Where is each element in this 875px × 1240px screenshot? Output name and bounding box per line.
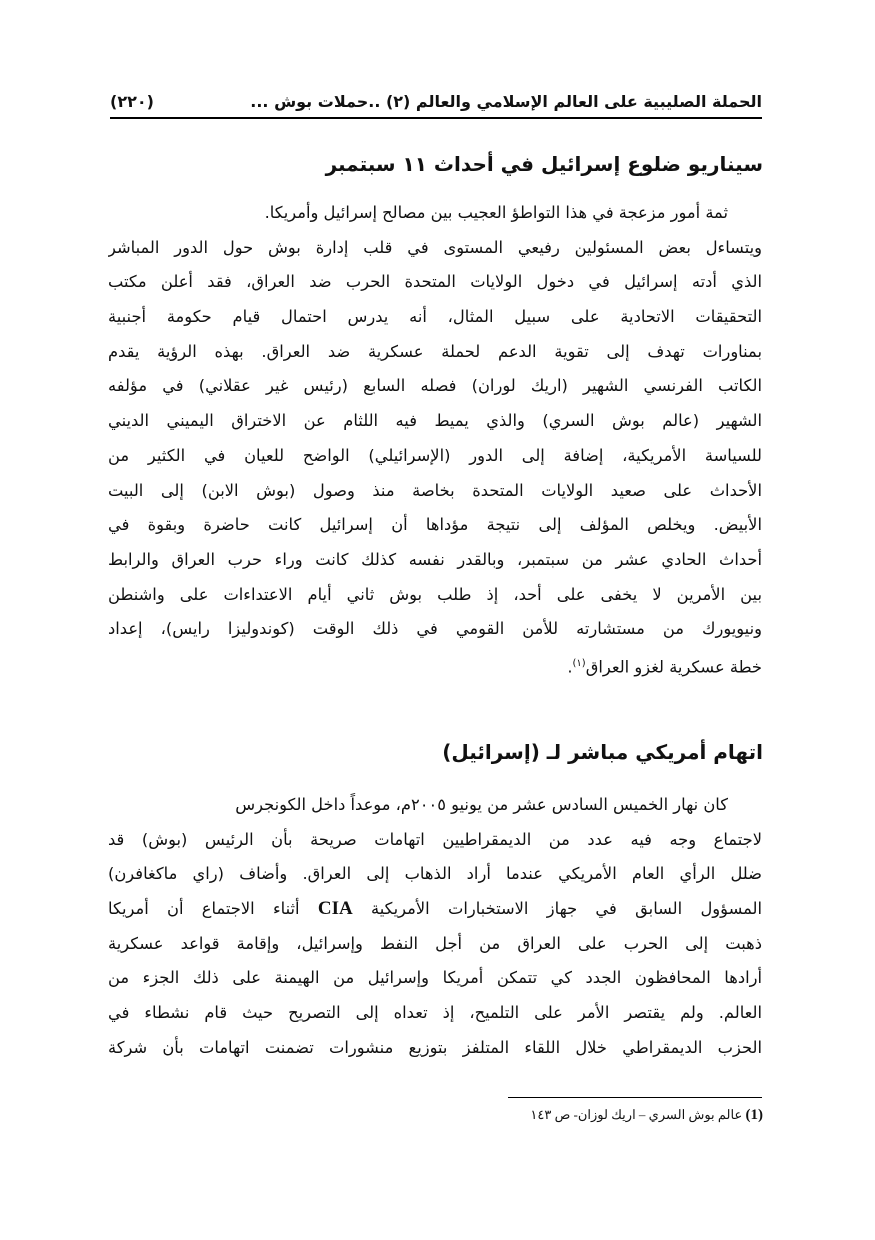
header-rule bbox=[110, 117, 762, 119]
section-heading-1: سيناريو ضلوع إسرائيل في أحداث ١١ سبتمبر bbox=[325, 152, 763, 176]
text-line bbox=[108, 647, 762, 682]
text-line: الحزب الديمقراطي خلال اللقاء المتلفز بتوزيع منشورات تضمنت اتهامات بأن شركة bbox=[108, 1037, 762, 1057]
text-line bbox=[108, 892, 762, 927]
text-line: للسياسة الأمريكية، إضافة إلى الدور (الإسرائيلي) الواضح للعيان في الكثير من bbox=[108, 445, 762, 465]
page-number: (٢٢٠) bbox=[110, 91, 154, 111]
text-line: بمناورات تهدف إلى تقوية الدعم لحملة عسكرية ضد العراق. بهذه الرؤية يقدم bbox=[108, 341, 762, 361]
cia-acronym: CIA bbox=[317, 898, 353, 920]
header-title: الحملة الصليبية على العالم الإسلامي والعالم (٢) ..حملات بوش ... bbox=[250, 91, 762, 111]
text-line: أحداث الحادي عشر من سبتمبر، وبالقدر نفسه كذلك كانت وراء حرب العراق والرابط bbox=[108, 549, 762, 569]
footnote-reference[interactable]: (١) bbox=[572, 657, 586, 669]
text-line: الأبيض. ويخلص المؤلف إلى نتيجة مؤداها أن إسرائيل كانت حاضرة وبقوة في bbox=[108, 515, 762, 535]
text-line: ويتساءل بعض المسئولين رفيعي المستوى في قلب إدارة بوش حول الدور المباشر bbox=[108, 237, 762, 257]
text-line: بين الأمرين لا يخفى على أحد، إذ طلب بوش ثاني أيام الاعتداءات على واشنطن bbox=[108, 584, 762, 604]
text-line: لاجتماع وجه فيه عدد من الديمقراطيين اتهامات صريحة بأن الرئيس (بوش) قد bbox=[108, 829, 762, 849]
section-heading-2: اتهام أمريكي مباشر لـ (إسرائيل) bbox=[442, 740, 763, 764]
running-header bbox=[110, 86, 762, 116]
end-punctuation: . bbox=[567, 657, 573, 677]
text-segment: المسؤول السابق في جهاز الاستخبارات الأمريكية bbox=[371, 899, 762, 919]
text-line: الأحداث على صعيد الولايات المتحدة بخاصة منذ وصول (بوش الابن) إلى البيت bbox=[108, 480, 762, 500]
footnote bbox=[530, 1107, 763, 1124]
text-line: كان نهار الخميس السادس عشر من يونيو ٢٠٠٥م، موعداً داخل الكونجرس bbox=[235, 795, 728, 814]
footnote-rule bbox=[508, 1097, 762, 1098]
text-line: ثمة أمور مزعجة في هذا التواطؤ العجيب بين مصالح إسرائيل وأمريكا. bbox=[264, 203, 728, 222]
text-line: ذهبت إلى الحرب على العراق من أجل النفط وإسرائيل، وإقامة قواعد عسكرية bbox=[108, 933, 762, 953]
text-line: الذي أدته إسرائيل في دخول الولايات المتحدة الحرب ضد العراق، فقد أعلن مكتب bbox=[108, 272, 762, 292]
text-line: التحقيقات الاتحادية على سبيل المثال، أنه يدرس احتمال قيام حكومة أجنبية bbox=[108, 307, 762, 327]
text-line: ونيويورك من مستشارته للأمن القومي في ذلك الوقت (كوندوليزا رايس)، إعداد bbox=[108, 619, 762, 639]
paragraph-2 bbox=[108, 788, 762, 1066]
text-segment: أثناء الاجتماع أن أمريكا bbox=[108, 899, 300, 919]
footnote-marker: (1) bbox=[745, 1107, 763, 1123]
text-line: ضلل الرأي العام الأمريكي عندما أراد الذهاب إلى العراق. وأضاف (راي ماكغافرن) bbox=[108, 864, 762, 884]
text-line: أرادها المحافظون الجدد كي تتمكن أمريكا وإسرائيل من الهيمنة على ذلك الجزء من bbox=[108, 968, 762, 988]
text-line: الكاتب الفرنسي الشهير (اريك لوران) فصله السابع (رئيس غير عقلاني) في مؤلفه bbox=[108, 376, 762, 396]
paragraph-1 bbox=[108, 196, 762, 682]
text-line: العالم. ولم يقتصر الأمر على التلميح، إذ تعداه إلى التصريح حيث قام نشطاء في bbox=[108, 1003, 762, 1023]
text-line: الشهير (عالم بوش السري) والذي يميط فيه اللثام عن الاختراق اليميني الديني bbox=[108, 411, 762, 431]
text-line-content: خطة عسكرية لغزو العراق bbox=[585, 657, 762, 677]
footnote-text: عالم بوش السري – اريك لوزان- ص ١٤٣ bbox=[530, 1107, 743, 1122]
